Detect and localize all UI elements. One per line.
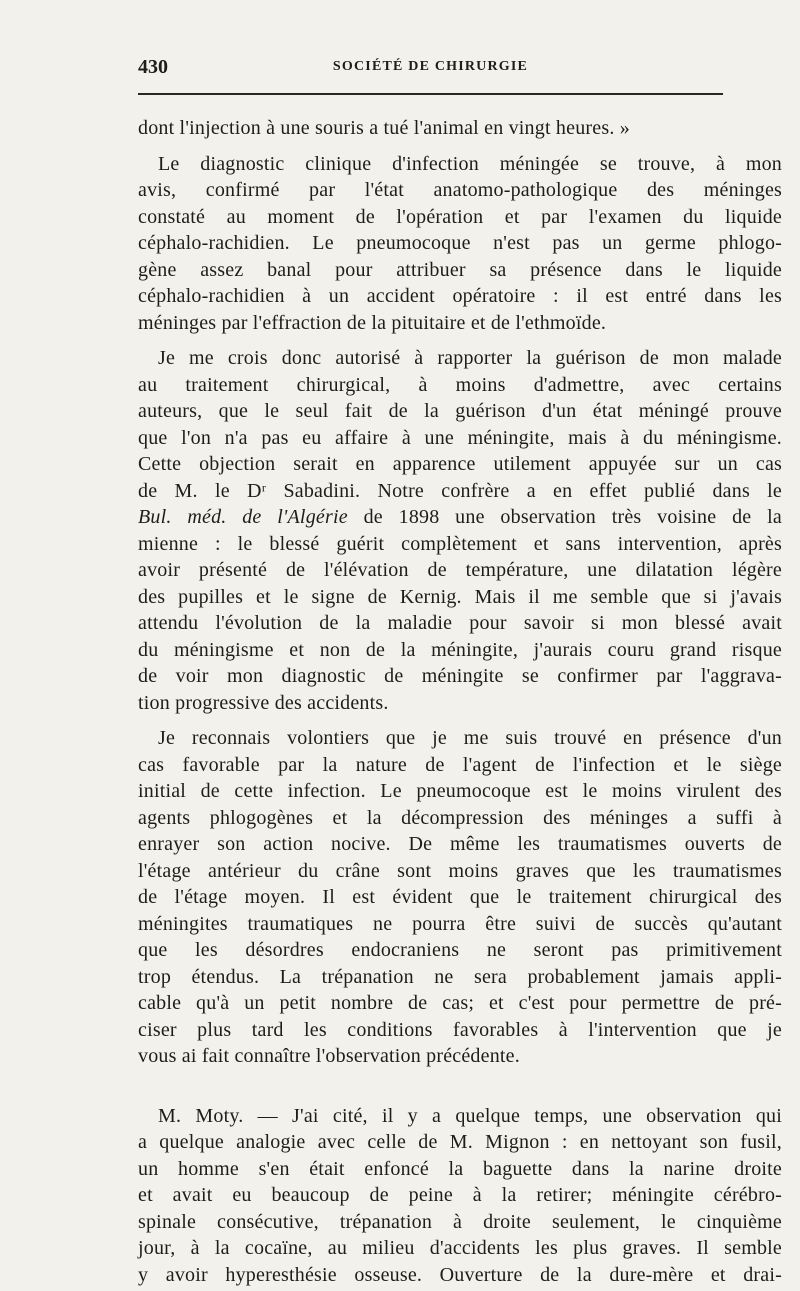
text-line: l'étage antérieur du crâne sont moins graves que les traumatismes: [138, 859, 782, 882]
text-line: avoir présenté de l'élévation de température, une dilatation légère: [138, 559, 782, 581]
text-line: Le diagnostic clinique d'infection méningée se trouve, à mon: [158, 152, 782, 175]
paragraph: [138, 725, 782, 1070]
text-line: Je me crois donc autorisé à rapporter la guérison de mon malade: [158, 347, 782, 369]
text-line: dont l'injection à une souris a tué l'animal en vingt heures. »: [138, 117, 630, 139]
paragraph-gap: [138, 142, 782, 151]
text-line: un homme s'en était enfoncé la baguette dans la narine droite: [138, 1157, 782, 1180]
text-line: constaté au moment de l'opération et par l'examen du liquide: [138, 205, 782, 228]
text-line: cas favorable par la nature de l'agent de l'infection et le siège: [138, 753, 782, 776]
text-line: initial de cette infection. Le pneumocoque est le moins virulent des: [138, 780, 782, 802]
text-line: vous ai fait connaître l'observation précédente.: [138, 1045, 520, 1067]
text-line: Je reconnais volontiers que je me suis trouvé en présence d'un: [158, 727, 782, 749]
text-line: de M. le Dʳ Sabadini. Notre confrère a en effet publié dans le: [138, 479, 782, 502]
italic-citation: Bul. méd. de l'Algérie: [138, 506, 348, 528]
running-title: SOCIÉTÉ DE CHIRURGIE: [332, 59, 529, 74]
text-line: méningites traumatiques ne pourra être suivi de succès qu'autant: [138, 912, 782, 935]
page-header: [138, 56, 723, 82]
text-line: méninges par l'effraction de la pituitaire et de l'ethmoïde.: [138, 311, 607, 334]
text-line: cable qu'à un petit nombre de cas; et c'est pour permettre de pré-: [138, 992, 782, 1014]
text-line: ciser plus tard les conditions favorables à l'intervention que je: [138, 1018, 782, 1041]
text-line: Cette objection serait en apparence utilement appuyée sur un cas: [138, 453, 782, 475]
text-line: agents phlogogènes et la décompression des méninges a suffi à: [138, 806, 782, 829]
text-line: du méningisme et non de la méningite, j'aurais couru grand risque: [138, 638, 782, 661]
text-line: auteurs, que le seul fait de la guérison d'un état méningé prouve: [138, 400, 782, 422]
text-line: que l'on n'a pas eu affaire à une méningite, mais à du méningisme.: [138, 426, 782, 449]
text-line: que les désordres endocraniens ne seront pas primitivement: [138, 939, 782, 961]
text-line: au traitement chirurgical, à moins d'admettre, avec certains: [138, 373, 782, 396]
text-line: céphalo-rachidien à un accident opératoire : il est entré dans les: [138, 285, 782, 307]
paragraph-gap: [138, 336, 782, 345]
header-rule: [138, 93, 723, 95]
text-line: et avait eu beaucoup de peine à la retirer; méningite cérébro-: [138, 1184, 782, 1206]
text-line: [138, 504, 782, 531]
text-line: enrayer son action nocive. De même les traumatismes ouverts de: [138, 833, 782, 855]
text-line: gène assez banal pour attribuer sa présence dans le liquide: [138, 258, 782, 281]
text-line: a quelque analogie avec celle de M. Mignon : en nettoyant son fusil,: [138, 1131, 782, 1153]
text-line: trop étendus. La trépanation ne sera probablement jamais appli-: [138, 965, 782, 988]
text-line: de l'étage moyen. Il est évident que le traitement chirurgical des: [138, 886, 782, 908]
text-line: spinale consécutive, trépanation à droite seulement, le cinquième: [138, 1210, 782, 1233]
text-line: attendu l'évolution de la maladie pour savoir si mon blessé avait: [138, 612, 782, 634]
paragraph: [138, 151, 782, 337]
body-text: [138, 115, 782, 1288]
text-line: mienne : le blessé guérit complètement et sans intervention, après: [138, 532, 782, 555]
paragraph: [138, 345, 782, 716]
page-number: 430: [138, 56, 168, 78]
text-line: jour, à la cocaïne, au milieu d'accidents les plus graves. Il semble: [138, 1237, 782, 1259]
paragraph-gap: [138, 1070, 782, 1103]
text-line: y avoir hyperesthésie osseuse. Ouverture de la dure-mère et drai-: [138, 1263, 782, 1286]
text-segment: de 1898 une observation très voisine de la: [347, 506, 782, 528]
text-line: des pupilles et le signe de Kernig. Mais il me semble que si j'avais: [138, 585, 782, 608]
text-line: tion progressive des accidents.: [138, 691, 389, 714]
text-line: céphalo-rachidien. Le pneumocoque n'est pas un germe phlogo-: [138, 232, 782, 254]
paragraph-gap: [138, 716, 782, 725]
text-line: de voir mon diagnostic de méningite se confirmer par l'aggrava-: [138, 665, 782, 687]
text-line: M. Moty. — J'ai cité, il y a quelque temps, une observation qui: [158, 1104, 782, 1127]
paragraph: [138, 1103, 782, 1289]
paragraph: [138, 115, 782, 142]
text-line: avis, confirmé par l'état anatomo-pathologique des méninges: [138, 179, 782, 201]
